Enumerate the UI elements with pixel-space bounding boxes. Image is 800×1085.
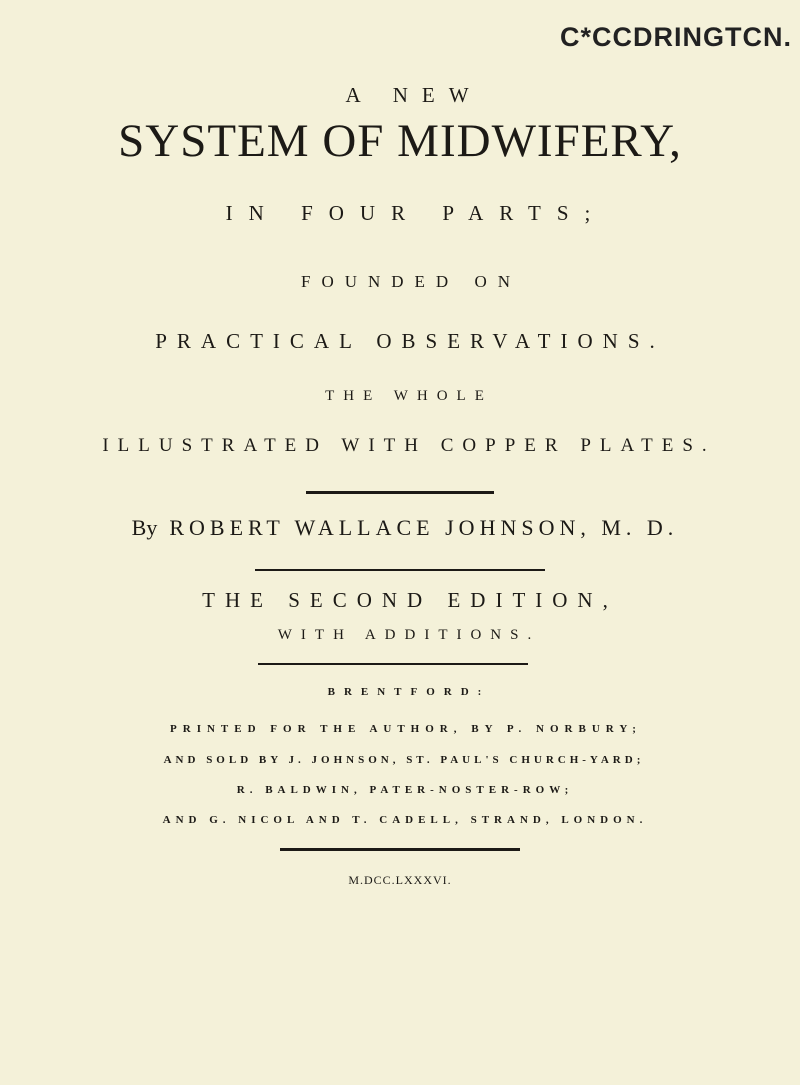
author-name: ROBERT WALLACE JOHNSON, M. D. bbox=[169, 515, 679, 540]
main-title: SYSTEM OF MIDWIFERY, bbox=[118, 115, 682, 167]
author-by: By bbox=[131, 515, 158, 540]
a-new-line: A NEW bbox=[345, 83, 483, 107]
divider-rule bbox=[258, 663, 528, 665]
divider-rule bbox=[255, 569, 545, 571]
with-additions-line: WITH ADDITIONS. bbox=[277, 627, 541, 643]
divider-rule bbox=[306, 491, 494, 494]
author-line bbox=[0, 517, 800, 539]
imprint-place: BRENTFORD: bbox=[327, 686, 491, 698]
publication-date: M.DCC.LXXXVI. bbox=[348, 873, 452, 887]
founded-on-line: FOUNDED ON bbox=[300, 272, 522, 291]
library-stamp: C*CCDRINGTCN. bbox=[560, 22, 792, 52]
divider-rule bbox=[280, 848, 520, 851]
second-edition-line: THE SECOND EDITION, bbox=[202, 588, 618, 612]
illustrated-line: ILLUSTRATED WITH COPPER PLATES. bbox=[102, 435, 716, 456]
the-whole-line: THE WHOLE bbox=[325, 388, 493, 404]
four-parts-line: IN FOUR PARTS; bbox=[225, 201, 607, 225]
imprint-baldwin: R. BALDWIN, PATER-NOSTER-ROW; bbox=[236, 784, 574, 796]
practical-observations-line: PRACTICAL OBSERVATIONS. bbox=[155, 329, 665, 353]
imprint-sold-by: AND SOLD BY J. JOHNSON, ST. PAUL'S CHURCH-YARD; bbox=[163, 754, 645, 766]
imprint-nicol: AND G. NICOL AND T. CADELL, STRAND, LONDON. bbox=[162, 814, 648, 826]
imprint-printed-for: PRINTED FOR THE AUTHOR, BY P. NORBURY; bbox=[170, 723, 642, 735]
